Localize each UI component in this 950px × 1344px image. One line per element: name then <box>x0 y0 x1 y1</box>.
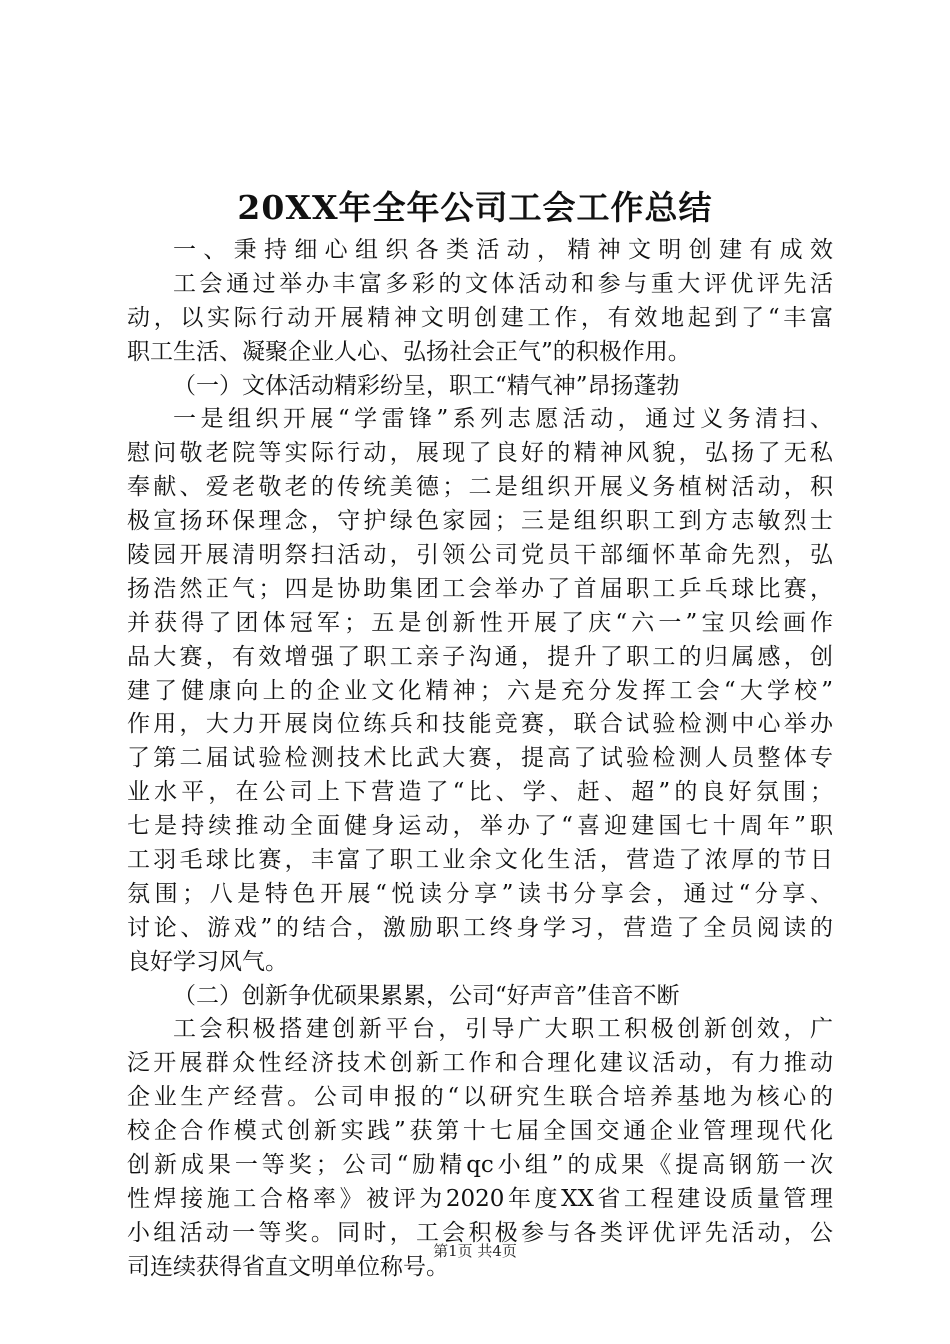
subsection-heading: （一）文体活动精彩纷呈，职工“精气神”昂扬蓬勃 <box>173 372 680 399</box>
paragraph-line: 慰问敬老院等实际行动，展现了良好的精神风貌，弘扬了无私 <box>127 440 833 467</box>
paragraph-line: 扬浩然正气；四是协助集团工会举办了首届职工乒乓球比赛， <box>127 575 833 602</box>
paragraph-line: 了第二届试验检测技术比武大赛，提高了试验检测人员整体专 <box>127 745 833 772</box>
paragraph-line: 泛开展群众性经济技术创新工作和合理化建议活动，有力推动 <box>127 1050 833 1077</box>
document-title: 20XX年全年公司工会工作总结 <box>237 188 713 227</box>
paragraph-line: 建了健康向上的企业文化精神；六是充分发挥工会“大学校” <box>127 677 833 704</box>
paragraph-line: 校企合作模式创新实践”获第十七届全国交通企业管理现代化 <box>127 1118 833 1145</box>
paragraph-line: 并获得了团体冠军；五是创新性开展了庆“六一”宝贝绘画作 <box>127 609 833 636</box>
paragraph-line: 业水平，在公司上下营造了“比、学、赶、超”的良好氛围； <box>127 779 833 806</box>
paragraph-line: 职工生活、凝聚企业人心、弘扬社会正气”的积极作用。 <box>127 338 691 365</box>
paragraph-line: 一是组织开展“学雷锋”系列志愿活动，通过义务清扫、 <box>173 406 833 433</box>
page-number-footer: 第1页 共4页 <box>433 1242 517 1260</box>
paragraph-line: 奉献、爱老敬老的传统美德；二是组织开展义务植树活动，积 <box>127 474 833 501</box>
paragraph-line: 工会积极搭建创新平台，引导广大职工积极创新创效，广 <box>173 1016 833 1043</box>
paragraph-line: 陵园开展清明祭扫活动，引领公司党员干部缅怀革命先烈，弘 <box>127 542 833 569</box>
subsection-heading: （二）创新争优硕果累累，公司“好声音”佳音不断 <box>173 982 680 1009</box>
paragraph-line: 小组活动一等奖。同时，工会积极参与各类评优评先活动，公 <box>127 1219 833 1246</box>
paragraph-line: 良好学习风气。 <box>127 948 288 975</box>
document-body <box>127 234 833 1285</box>
paragraph-line: 企业生产经营。公司申报的“以研究生联合培养基地为核心的 <box>127 1084 833 1111</box>
paragraph-line: 工羽毛球比赛，丰富了职工业余文化生活，营造了浓厚的节日 <box>127 847 833 874</box>
paragraph-line: 动，以实际行动开展精神文明创建工作，有效地起到了“丰富 <box>127 304 833 331</box>
paragraph-line: 司连续获得省直文明单位称号。 <box>127 1253 449 1280</box>
paragraph-line: 极宣扬环保理念，守护绿色家园；三是组织职工到方志敏烈士 <box>127 508 833 535</box>
paragraph-line: 七是持续推动全面健身运动，举办了“喜迎建国七十周年”职 <box>127 813 833 840</box>
paragraph-line: 工会通过举办丰富多彩的文体活动和参与重大评优评先活 <box>173 270 833 297</box>
section-heading: 一、秉持细心组织各类活动，精神文明创建有成效 <box>173 237 833 263</box>
paragraph-line: 创新成果一等奖；公司“励精qc小组”的成果《提高钢筋一次 <box>127 1152 833 1179</box>
paragraph-line: 讨论、游戏”的结合，激励职工终身学习，营造了全员阅读的 <box>127 914 833 941</box>
paragraph-line: 氛围；八是特色开展“悦读分享”读书分享会，通过“分享、 <box>127 880 833 907</box>
paragraph-line: 性焊接施工合格率》被评为2020年度XX省工程建设质量管理 <box>127 1185 833 1212</box>
paragraph-line: 品大赛，有效增强了职工亲子沟通，提升了职工的归属感，创 <box>127 643 833 670</box>
paragraph-line: 作用，大力开展岗位练兵和技能竞赛，联合试验检测中心举办 <box>127 711 833 738</box>
